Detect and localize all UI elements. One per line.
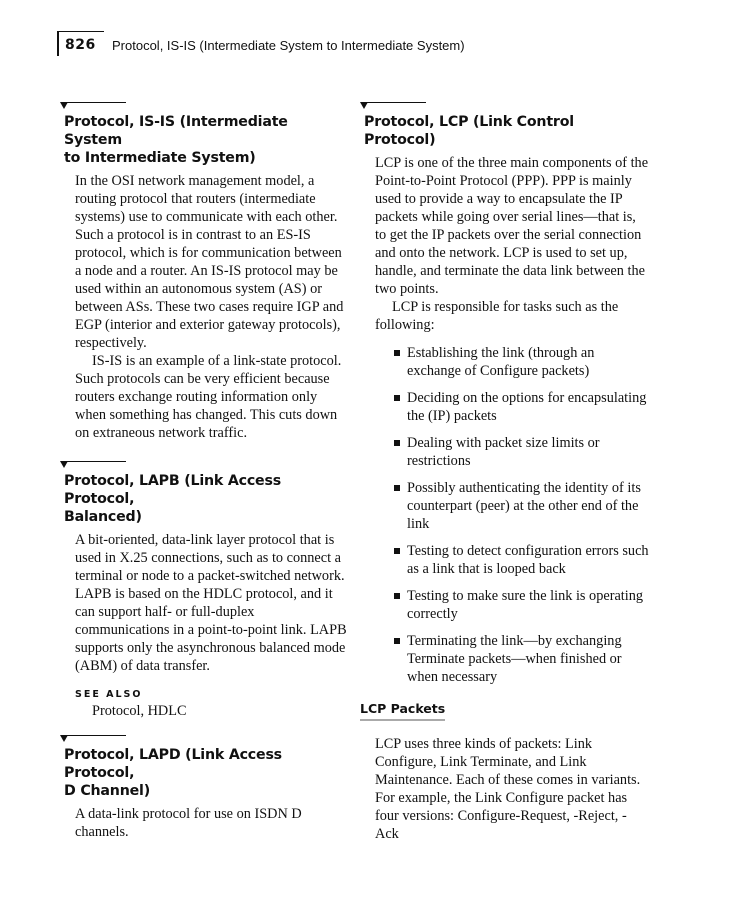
entry-lapb [60,459,350,720]
square-bullet-icon [394,440,400,446]
see-also-label: SEE ALSO [75,689,143,700]
right-column [360,100,650,843]
square-bullet-icon [394,350,400,356]
paragraph: LCP is responsible for tasks such as the following: [375,299,619,333]
list-item [360,344,650,380]
paragraph: A data-link protocol for use on ISDN D channels. [75,806,302,840]
entry-title-line: Protocol, IS-IS (Intermediate System [64,114,288,148]
entry-marker [360,100,428,110]
list-item-text: Dealing with packet size limits or restrictions [407,435,600,469]
paragraph: In the OSI network management model, a routing protocol that routers (intermediate systems) use to communicate with each other. Such a protocol is in contrast to an ES-IS protocol, which is for communication between a node and a router. An IS-IS protocol may be used within an autonomous system (AS) or between ASs. These two cases require IGP and EGP (interior and exterior gateway protocols), respectively. [75,173,344,351]
triangle-marker-icon [60,102,68,109]
list-item [360,632,650,686]
list-item [360,434,650,470]
entry-is-is [60,100,350,442]
paragraph: LCP is one of the three main components of the Point-to-Point Protocol (PPP). PPP is mainly used to provide a way to encapsulate the IP packets while going over serial lines—that is, to get the IP packets over the serial connection and onto the network. LCP is used to set up, handle, and terminate the data link between the two points. [375,155,649,297]
entry-rule [62,102,126,103]
entry-rule [62,735,126,736]
paragraph: LCP uses three kinds of packets: Link Configure, Link Terminate, and Link Maintenance. Each of these comes in variants. For example, the Link Configure packet has four versions: Configure-Request, -Reject, -Ack [375,736,641,842]
see-also-link[interactable]: Protocol, HDLC [92,703,187,719]
triangle-marker-icon [60,461,68,468]
triangle-marker-icon [60,735,68,742]
entry-title-line: to Intermediate System) [64,150,256,166]
square-bullet-icon [394,395,400,401]
list-item-text: Deciding on the options for encapsulating the (IP) packets [407,390,647,424]
list-item-text: Testing to make sure the link is operating correctly [407,588,644,622]
entry-marker [60,459,128,469]
entry-title: Protocol, LCP (Link Control Protocol) [364,114,574,148]
entry-body [375,154,650,334]
subheading-lcp-packets: LCP Packets [360,701,445,721]
list-item-text: Terminating the link—by exchanging Terminate packets—when finished or when necessary [407,633,622,685]
list-item [360,389,650,425]
task-list [360,344,650,686]
entry-lapd [60,733,350,841]
list-item-text: Possibly authenticating the identity of its counterpart (peer) at the other end of the link [407,480,641,532]
triangle-marker-icon [360,102,368,109]
list-item [360,587,650,623]
paragraph: A bit-oriented, data-link layer protocol that is used in X.25 connections, such as to connect a terminal or node to a packet-switched network. LAPB is based on the HDLC protocol, and it can support half- or full-duplex communications in a point-to-point link. LAPB supports only the asynchronous balanced mode (ABM) of data transfer. [75,532,347,674]
entry-title-line: Protocol, LAPD (Link Access Protocol, [64,747,282,781]
square-bullet-icon [394,593,400,599]
page-number: 826 [65,37,96,53]
list-item [360,479,650,533]
square-bullet-icon [394,548,400,554]
entry-title [64,746,350,800]
entry-lcp [360,100,650,843]
entry-title-line: Protocol, LAPB (Link Access Protocol, [64,473,281,507]
entry-title-line: Balanced) [64,509,142,525]
entry-body [75,805,305,841]
entry-rule [62,461,126,462]
entry-title [64,113,350,167]
subsection-body [375,735,650,843]
list-item-text: Testing to detect configuration errors such as a link that is looped back [407,543,649,577]
entry-title-line: D Channel) [64,783,150,799]
list-item-text: Establishing the link (through an exchange of Configure packets) [407,345,595,379]
entry-marker [60,733,128,743]
list-item [360,542,650,578]
square-bullet-icon [394,638,400,644]
entry-title [64,472,350,526]
left-column [60,100,350,841]
entry-rule [362,102,426,103]
entry-body [75,172,350,442]
square-bullet-icon [394,485,400,491]
running-head: Protocol, IS-IS (Intermediate System to Intermediate System) [112,38,465,53]
paragraph: IS-IS is an example of a link-state protocol. Such protocols can be very efficient because routers exchange routing information only when something has changed. This cuts down on extraneous network traffic. [75,353,342,441]
entry-body [75,531,350,675]
entry-marker [60,100,128,110]
